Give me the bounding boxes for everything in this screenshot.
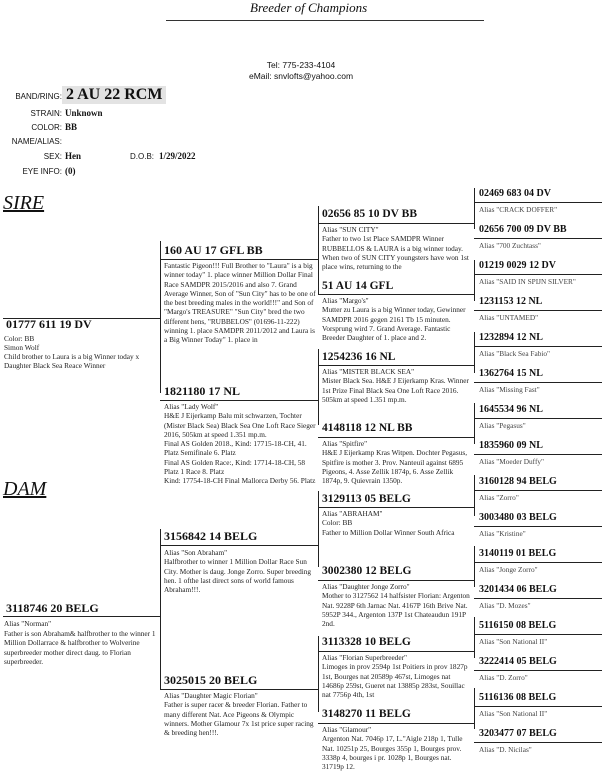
gen3-underline	[318, 294, 474, 295]
gen2-notes: Alias "Lady Wolf" H&E J Eijerkamp Balu mit schwarzen, Tochter (Mister Black Sea) Black Sea One Loft Race Sieger 2016, 505km at speed 1.351 mp.m. Final AS Golden 2018., Kind: 17715-18-CH, 41. Platz Semifinale 6. Platz Final AS Golden Race:, Kind: 17714-18-CH, 58 Platz 1 Race 8. Platz Kind: 17754-18-CH Final Mallorca Derby 56. Platz	[164, 402, 316, 486]
gen4-alias: Alias "700 Zuchtass"	[479, 241, 541, 250]
gen4-alias: Alias "D. Mozes"	[479, 601, 531, 610]
gen2-underline	[160, 545, 318, 546]
gen4-band: 3222414 05 BELG	[479, 656, 557, 667]
gen2-band: 3156842 14 BELG	[164, 529, 258, 543]
gen4-underline	[474, 706, 602, 707]
gen2-band: 160 AU 17 GFL BB	[164, 243, 263, 257]
gen3-notes: Alias "MISTER BLACK SEA" Mister Black Sea. H&E J Eijerkamp Kras. Winner 1st Prize Final Black Sea One Loft Race 2016. 505km at speed 1.351 mp.m.	[322, 367, 469, 404]
connector-gen2-3	[318, 636, 319, 712]
gen4-band: 02469 683 04 DV	[479, 188, 551, 199]
gen4-band: 01219 0029 12 DV	[479, 260, 556, 271]
sex-label: SEX:	[43, 152, 62, 161]
gen4-underline	[474, 202, 602, 203]
gen4-alias: Alias "Jonge Zorro"	[479, 565, 538, 574]
page-title: Breeder of Champions	[250, 0, 368, 15]
gen4-alias: Alias "SAID IN SPIJN SILVER"	[479, 277, 576, 286]
dam-alias: Alias "Norman"	[4, 619, 52, 628]
name-alias-label: NAME/ALIAS:	[11, 137, 62, 146]
gen2-notes: Alias "Son Abraham" Halfbrother to winner 1 Million Dollar Race Sun City. Mother is daug. Jonge Zorro. Super breeding hen. 1 ofthe last direct sons of world famous Abraham!!!.	[164, 548, 312, 595]
gen3-band: 02656 85 10 DV BB	[322, 208, 417, 220]
color-label: COLOR:	[31, 123, 62, 132]
dam-heading: DAM	[3, 478, 47, 500]
dam-underline	[3, 616, 160, 617]
gen4-alias: Alias "Zorro"	[479, 493, 519, 502]
gen4-underline	[474, 310, 602, 311]
dam-band: 3118746 20 BELG	[6, 601, 99, 615]
gen3-notes: Alias "ABRAHAM" Color: BB Father to Million Dollar Winner South Africa	[322, 509, 455, 537]
gen4-band: 5116150 08 BELG	[479, 620, 557, 631]
gen3-band: 3002380 12 BELG	[322, 565, 412, 577]
gen3-underline	[318, 651, 474, 652]
gen4-band: 02656 700 09 DV BB	[479, 224, 567, 235]
sire-heading: SIRE	[3, 192, 45, 214]
connector-gen3-5	[474, 546, 475, 587]
gen4-band: 1645534 96 NL	[479, 404, 543, 415]
gen4-alias: Alias "Son National II"	[479, 637, 548, 646]
title-underline	[166, 20, 484, 21]
gen3-band: 3148270 11 BELG	[322, 708, 411, 720]
gen4-alias: Alias "Son National II"	[479, 709, 548, 718]
gen4-band: 3003480 03 BELG	[479, 512, 557, 523]
gen4-underline	[474, 418, 602, 419]
eye-info-value: (0)	[65, 166, 76, 176]
gen4-underline	[474, 634, 602, 635]
gen4-alias: Alias "UNTAMED"	[479, 313, 539, 322]
sire-color: Color: BB	[4, 334, 35, 343]
gen3-band: 1254236 16 NL	[322, 351, 396, 363]
gen4-band: 3201434 06 BELG	[479, 584, 557, 595]
gen4-underline	[474, 382, 602, 383]
gen4-band: 1231153 12 NL	[479, 296, 543, 307]
gen3-notes: Alias "SUN CITY" Father to two 1st Place SAMDPR Winner RUBBELLOS & LAURA is a big winner today. When two of SUN CITY youngsters have won 1st place wins, returning to the	[322, 225, 469, 272]
gen4-band: 1232894 12 NL	[479, 332, 543, 343]
connector-gen3-1	[474, 260, 475, 301]
strain-value: Unknown	[65, 108, 103, 118]
connector-gen2-2	[318, 491, 319, 567]
connector-gen3-2	[474, 332, 475, 373]
connector-gen3-3	[474, 403, 475, 444]
eye-info-label: EYE INFO:	[22, 167, 62, 176]
gen3-underline	[318, 365, 474, 366]
gen4-band: 1362764 15 NL	[479, 368, 543, 379]
sex-value: Hen	[65, 151, 82, 161]
connector-gen2-1	[318, 349, 319, 425]
gen3-underline	[318, 223, 474, 224]
gen4-underline	[474, 562, 602, 563]
gen4-underline	[474, 670, 602, 671]
connector-gen3-4	[474, 475, 475, 516]
gen4-alias: Alias "Missing Fast"	[479, 385, 540, 394]
sire-alias: Simon Wolf	[4, 343, 40, 352]
gen4-underline	[474, 274, 602, 275]
gen3-notes: Alias "Florian Superbreeder" Limoges in prov 2594p 1st Poitiers in prov 1827p 1st, Bourges nat 20589p 467st, Limoges nat 14686p 259st, Gueret nat 13885p 283st, Souillac nat 7756p 4th, 1st	[322, 653, 468, 700]
email-address: eMail: snvlofts@yahoo.com	[248, 71, 354, 81]
gen4-band: 3140119 01 BELG	[479, 548, 557, 559]
gen4-underline	[474, 490, 602, 491]
gen4-alias: Alias "D. Zorro"	[479, 673, 528, 682]
dob-label: D.O.B:	[130, 152, 155, 161]
gen4-alias: Alias "CRACK DOFFER"	[479, 205, 558, 214]
gen4-band: 5116136 08 BELG	[479, 692, 557, 703]
gen4-underline	[474, 454, 602, 455]
gen3-band: 4148118 12 NL BB	[322, 422, 413, 434]
gen4-alias: Alias "Black Sea Fabio"	[479, 349, 551, 358]
gen4-underline	[474, 346, 602, 347]
gen3-band: 51 AU 14 GFL	[322, 280, 394, 292]
gen4-underline	[474, 598, 602, 599]
gen4-band: 1835960 09 NL	[479, 440, 543, 451]
gen2-band: 1821180 17 NL	[164, 384, 241, 398]
gen3-underline	[318, 723, 474, 724]
gen2-notes: Fantastic Pigeon!!! Full Brother to "Laura" is a big winner today" 1. place winner Million Dollar Final Race SAMDPR 2015/2016 and also 7. Grand Average Winner, Son of "Sun City" has to be one of the best breeding males in the world!!!" and Son of "Margo's TREASURE" "Sun City" bred the two different hens, "RUBBELOS" (01696-11-222) winning 1. place SAMDPR 2011/2012 and Laura is a Big Winner Today" 1. place in	[164, 261, 316, 345]
gen2-underline	[160, 689, 318, 690]
gen2-underline	[160, 259, 318, 260]
gen3-underline	[318, 507, 474, 508]
gen3-notes: Alias "Margo's" Mutter zu Laura is a big Winner today, Gewinner SAMDPR 2016 gegen 2161 Tb 15 minuten. Vorsprung wird 7. Grand Average. Fantastic Breeder Daughter of 1. place and 2.	[322, 296, 466, 343]
gen2-band: 3025015 20 BELG	[164, 673, 258, 687]
gen4-underline	[474, 526, 602, 527]
connector-gen3-7	[474, 688, 475, 729]
gen2-underline	[160, 400, 318, 401]
connector-gen3-6	[474, 617, 475, 658]
strain-label: STRAIN:	[30, 109, 62, 118]
gen4-band: 3203477 07 BELG	[479, 728, 557, 739]
gen3-notes: Alias "Spitfire" H&E J Eijerkamp Kras Witpen. Dochter Pegasus, Spitfire is mother 3. Prov. Nanteuil against 6895 Pigeons, 4. Asse Zellik 1874p, 6. Asse Zellik 1874p, 9. Quievrain 1350p.	[322, 439, 468, 486]
band-label: BAND/RING:	[15, 92, 62, 101]
gen4-alias: Alias "Pegasus"	[479, 421, 526, 430]
connector-gen2-0	[318, 206, 319, 294]
connector-gen3-0	[474, 188, 475, 229]
phone-number: Tel: 775-233-4104	[266, 60, 336, 70]
gen4-underline	[474, 742, 602, 743]
connector-sire	[160, 241, 161, 393]
band-number: 2 AU 22 RCM	[62, 86, 166, 104]
gen3-band: 3129113 05 BELG	[322, 493, 411, 505]
gen4-alias: Alias "Kristine"	[479, 529, 526, 538]
gen3-notes: Alias "Glamour" Argenton Nat. 7046p 17, L."Aigle 218p 1, Tulle Nat. 10251p 25, Bourges 355p 1, Bourges prov. 3338p 4, bourges i pr. 1028p 1, Bourges nat. 31719p 12.	[322, 725, 463, 772]
gen3-underline	[318, 580, 474, 581]
gen3-notes: Alias "Daughter Jonge Zorro" Mother to 3127562 14 halfsister Florian: Argenton Nat. 9228P 6th Jarnac Nat. 4167P 16th Brive Nat. 5952P 344., Argenton 137P 1st Chateaudun 191P 2nd.	[322, 582, 470, 629]
connector-dam	[160, 529, 161, 689]
gen4-alias: Alias "Moeder Duffy"	[479, 457, 544, 466]
gen4-underline	[474, 238, 602, 239]
gen3-underline	[318, 437, 474, 438]
sire-band: 01777 611 19 DV	[6, 317, 92, 331]
gen3-band: 3113328 10 BELG	[322, 636, 411, 648]
gen2-notes: Alias "Daughter Magic Florian" Father is super racer & breeder Florian. Father to many different Nat. Ace Pigeons & Olympic winners. Mother Glamour 7x 1st price super racing & breeding hen!!!.	[164, 691, 314, 738]
gen4-band: 3160128 94 BELG	[479, 476, 557, 487]
dob-value: 1/29/2022	[159, 151, 196, 161]
gen4-alias: Alias "D. Nicilas"	[479, 745, 532, 754]
dam-notes: Father is son Abraham& halfbrother to the winner 1 Million Dollarrace & halfbrother to Wolverine superbreeder mother direct daug. to Florian superbreeder.	[4, 629, 156, 666]
color-value: BB	[65, 122, 78, 132]
sire-notes: Child brother to Laura is a big Winner today x Daughter Black Sea Reace Winner	[4, 352, 140, 371]
